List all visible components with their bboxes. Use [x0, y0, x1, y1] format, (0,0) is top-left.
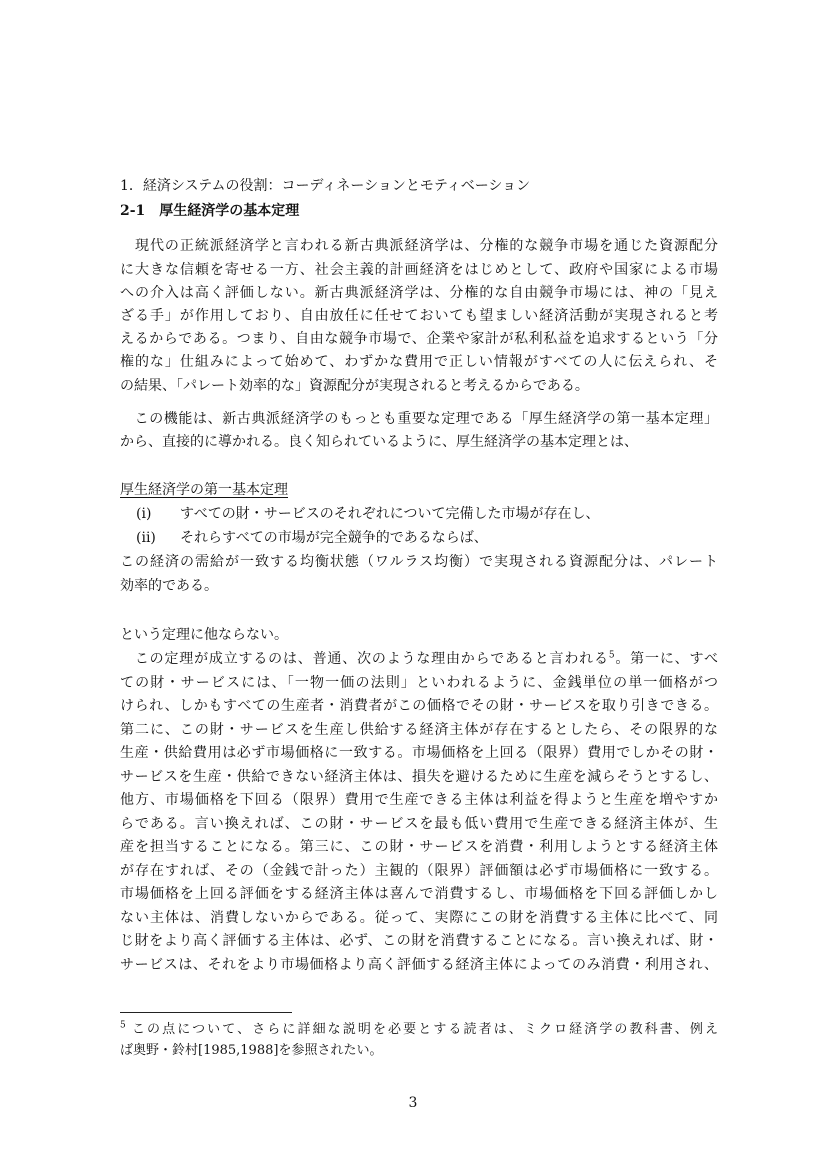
- page-number: 3: [408, 1095, 418, 1111]
- theorem-item-text: すべての財・サービスのそれぞれについて完備した市場が存在し、: [180, 506, 600, 522]
- paragraph-line: に大きな信頼を寄せる一方、社会主義的計画経済をはじめとして、政府や国家による市場: [120, 262, 718, 278]
- section-heading: 1．経済システムの役割：コーディネーションとモティベーション: [120, 178, 531, 194]
- paragraph-line: 現代の正統派経済学と言われる新古典派経済学は、分権的な競争市場を通じた資源配分: [120, 238, 718, 254]
- paragraph-line: から、直接的に導かれる。良く知られているように、厚生経済学の基本定理とは、: [120, 434, 638, 450]
- footnote-reference: 5: [608, 650, 615, 661]
- paragraph-line: [120, 650, 718, 668]
- paragraph-line: らである。言い換えれば、この財・サービスを最も低い費用で生産できる経済主体が、生: [120, 816, 718, 832]
- paragraph-line: けられ、しかもすべての生産者・消費者がこの価格でその財・サービスを取り引きできる。: [120, 698, 718, 714]
- paragraph-line: ざる手」が作用しており、自由放任に任せておいても望ましい経済活動が実現されると考: [120, 308, 718, 324]
- paragraph-text: この定理が成立するのは、普通、次のような理由からであると言われる: [120, 651, 609, 667]
- theorem-conclusion-line: 効率的である。: [120, 578, 218, 594]
- paragraph-text: 。第一に、すべ: [614, 651, 718, 667]
- paragraph-line: えるからである。つまり、自由な競争市場で、企業や家計が私利私益を追求するという「分: [120, 331, 718, 347]
- paragraph-line: への介入は高く評価しない。新古典派経済学は、分権的な自由競争市場には、神の「見え: [120, 285, 718, 301]
- footnote-text: この点について、さらに詳細な説明を必要とする読者は、ミクロ経済学の教科書、例え: [131, 1022, 718, 1037]
- paragraph-line: じ財をより高く評価する主体は、必ず、この財を消費することになる。言い換えれば、財・: [120, 933, 718, 949]
- paragraph-line: この機能は、新古典派経済学のもっとも重要な定理である「厚生経済学の第一基本定理」: [120, 411, 718, 427]
- theorem-item-mark: (ii): [136, 530, 156, 546]
- paragraph-line: の結果、「パレート効率的な」資源配分が実現されると考えるからである。: [120, 378, 589, 394]
- paragraph-line: 生産・供給費用は必ず市場価格に一致する。市場価格を上回る（限界）費用でしかその財・: [120, 745, 718, 761]
- paragraph-line: という定理に他ならない。: [120, 627, 288, 643]
- theorem-item-text: それらすべての市場が完全競争的であるならば、: [180, 530, 488, 546]
- paragraph-line: 産を担当することになる。第三に、この財・サービスを消費・利用しようとする経済主体: [120, 839, 718, 855]
- paragraph-line: 市場価格を上回る評価をする経済主体は喜んで消費するし、市場価格を下回る評価しかし: [120, 886, 718, 902]
- paragraph-line: サービスを生産・供給できない経済主体は、損失を避けるために生産を減らそうとするし、: [120, 769, 718, 785]
- paragraph-line: 第二に、この財・サービスを生産し供給する経済主体が存在するとしたら、その限界的な: [120, 722, 718, 738]
- theorem-item-mark: (i): [136, 506, 152, 522]
- footnote-line: ば奥野・鈴村[1985,1988]を参照されたい。: [120, 1043, 383, 1058]
- paragraph-line: サービスは、それをより市場価格より高く評価する経済主体によってのみ消費・利用され、: [120, 957, 718, 973]
- footnote-mark: 5: [120, 1020, 126, 1031]
- theorem-conclusion-line: この経済の需給が一致する均衡状態（ワルラス均衡）で実現される資源配分は、パレート: [120, 554, 718, 570]
- paragraph-line: 他方、市場価格を下回る（限界）費用で生産できる主体は利益を得ようと生産を増やすか: [120, 792, 718, 808]
- footnote-line: [120, 1021, 718, 1038]
- footnote-divider: [120, 1012, 292, 1013]
- theorem-title: 厚生経済学の第一基本定理: [120, 482, 288, 498]
- paragraph-line: が存在すれば、その（金銭で計った）主観的（限界）評価額は必ず市場価格に一致する。: [120, 863, 718, 879]
- paragraph-line: ない主体は、消費しないからである。従って、実際にこの財を消費する主体に比べて、同: [120, 910, 718, 926]
- paragraph-line: ての財・サービスには、「一物一価の法則」といわれるように、金銭単位の単一価格がつ: [120, 675, 718, 691]
- subsection-heading: 2-1 厚生経済学の基本定理: [120, 203, 300, 219]
- paragraph-line: 権的な」仕組みによって始めて、わずかな費用で正しい情報がすべての人に伝えられ、そ: [120, 354, 718, 370]
